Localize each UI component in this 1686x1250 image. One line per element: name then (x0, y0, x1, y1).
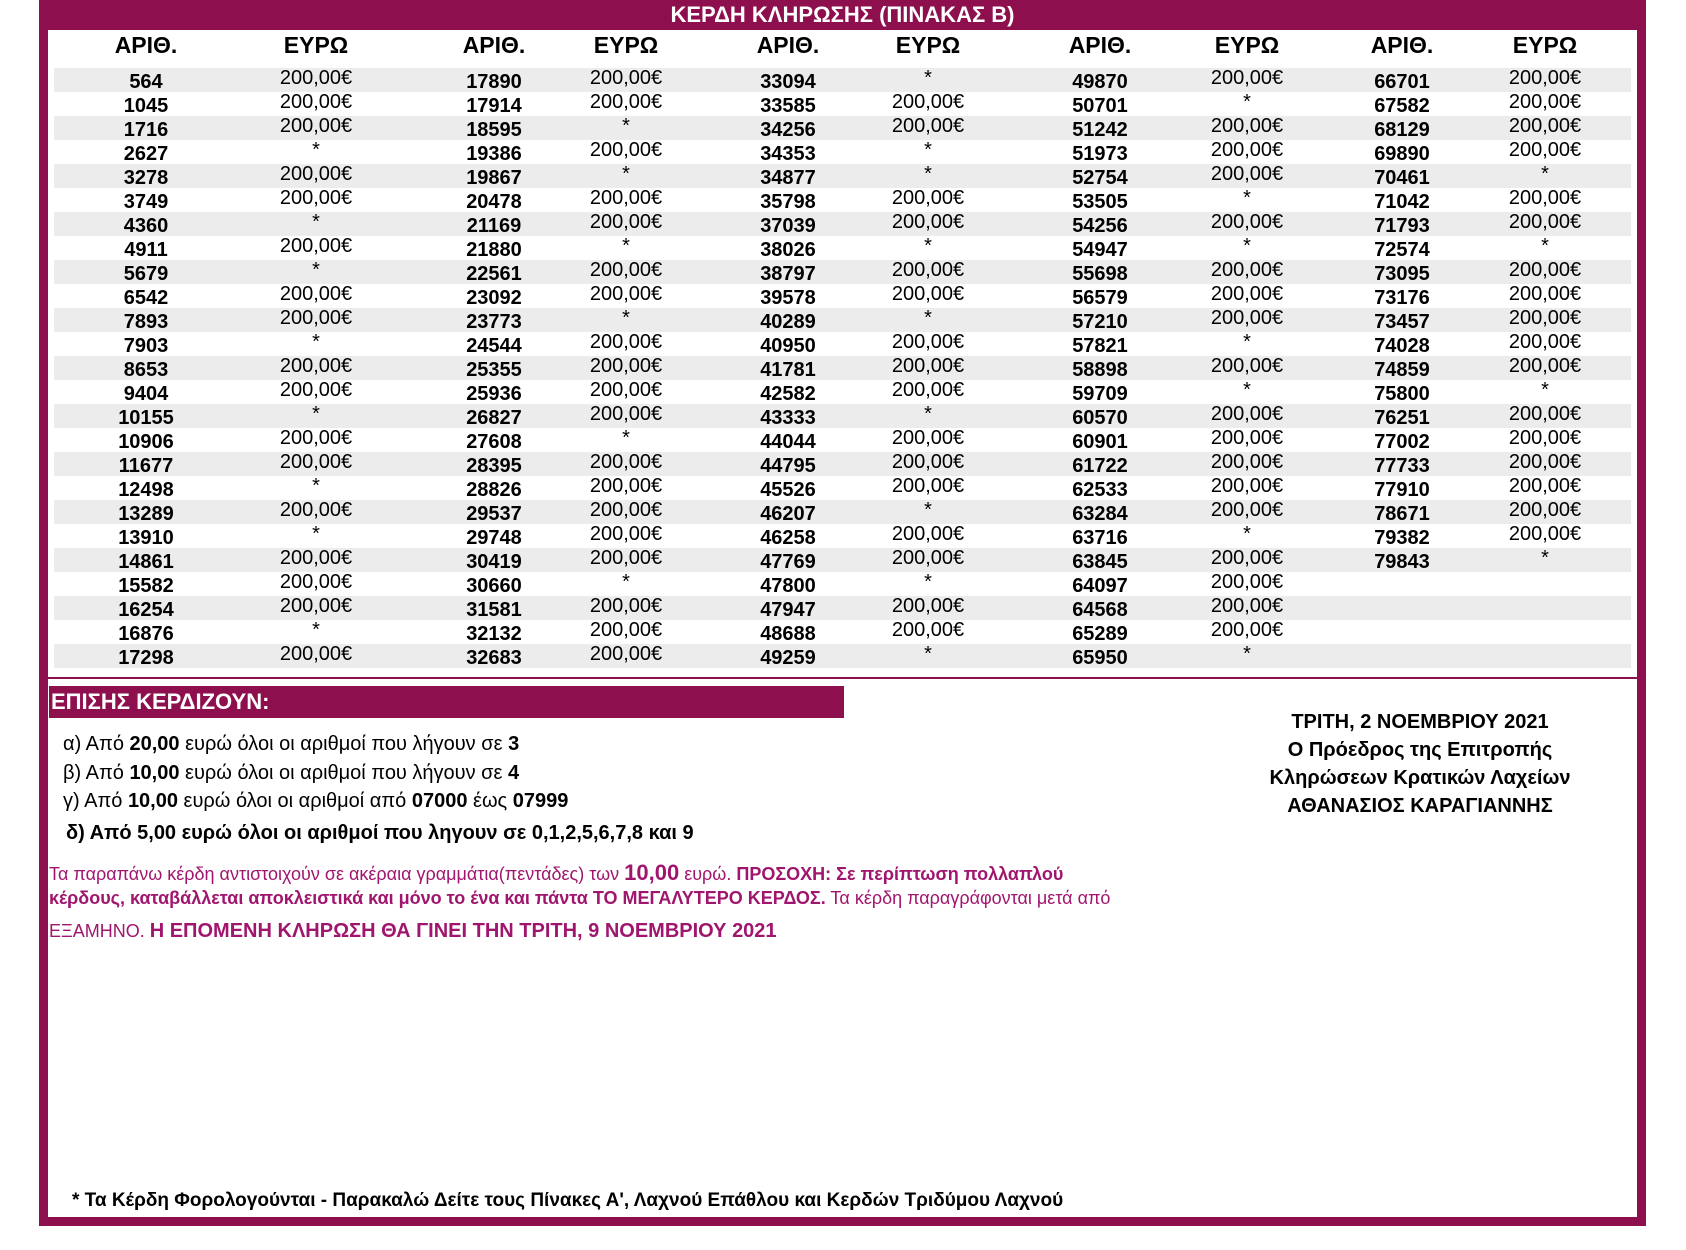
prize-amount: 200,00€ (891, 427, 965, 449)
prize-amount: * (924, 499, 932, 521)
prize-amount: 200,00€ (1210, 499, 1284, 521)
ticket-number: 15582 (118, 575, 174, 597)
ticket-number: 13289 (118, 503, 174, 525)
prize-amount: 200,00€ (589, 91, 663, 113)
ticket-number: 73176 (1374, 287, 1430, 309)
prize-amount: 200,00€ (1508, 427, 1582, 449)
ticket-number: 47769 (760, 551, 816, 573)
column-header-amount: ΕΥΡΩ (1512, 32, 1578, 58)
prize-amount: * (622, 115, 630, 137)
ticket-number: 44044 (760, 431, 816, 453)
prize-amount: * (312, 211, 320, 233)
ticket-number: 24544 (466, 335, 522, 357)
ticket-number: 4911 (124, 239, 168, 261)
ticket-number: 71042 (1374, 191, 1430, 213)
prize-amount: 200,00€ (1210, 403, 1284, 425)
prize-amount: * (924, 571, 932, 593)
prize-amount: 200,00€ (589, 67, 663, 89)
prize-amount: * (1541, 163, 1549, 185)
prize-amount: * (1243, 331, 1251, 353)
prize-amount: 200,00€ (589, 283, 663, 305)
ticket-number: 4360 (123, 215, 169, 237)
prize-amount: 200,00€ (1508, 211, 1582, 233)
prize-amount: 200,00€ (891, 595, 965, 617)
ticket-number: 70461 (1374, 167, 1430, 189)
column-header-number: ΑΡΙΘ. (462, 32, 526, 58)
column-header-amount: ΕΥΡΩ (593, 32, 659, 58)
ticket-number: 64097 (1072, 575, 1128, 597)
ticket-number: 50701 (1072, 95, 1128, 117)
prize-amount: 200,00€ (589, 499, 663, 521)
ticket-number: 71793 (1374, 215, 1430, 237)
ticket-number: 63845 (1072, 551, 1128, 573)
prize-amount: * (924, 235, 932, 257)
ticket-number: 62533 (1072, 479, 1128, 501)
prize-amount: 200,00€ (1508, 451, 1582, 473)
ticket-number: 77910 (1374, 479, 1430, 501)
ticket-number: 46207 (760, 503, 816, 525)
prize-amount: 200,00€ (589, 211, 663, 233)
ticket-number: 12498 (118, 479, 174, 501)
ticket-number: 51242 (1072, 119, 1128, 141)
prize-amount: * (924, 307, 932, 329)
ticket-number: 33585 (760, 95, 816, 117)
prize-amount: 200,00€ (589, 523, 663, 545)
prize-amount: * (924, 163, 932, 185)
prize-amount: * (1243, 523, 1251, 545)
prize-amount: 200,00€ (279, 235, 353, 257)
prize-amount: 200,00€ (279, 115, 353, 137)
prize-amount: 200,00€ (1210, 619, 1284, 641)
ticket-number: 44795 (760, 455, 816, 477)
ticket-number: 47800 (760, 575, 816, 597)
prize-amount: 200,00€ (1508, 91, 1582, 113)
prize-amount: 200,00€ (891, 91, 965, 113)
ticket-number: 52754 (1072, 167, 1128, 189)
ticket-number: 56579 (1072, 287, 1128, 309)
ticket-number: 29537 (466, 503, 522, 525)
prize-amount: * (1243, 379, 1251, 401)
ticket-number: 23092 (466, 287, 522, 309)
prize-amount: 200,00€ (1210, 475, 1284, 497)
ticket-number: 27608 (466, 431, 522, 453)
ticket-number: 73095 (1374, 263, 1430, 285)
prize-amount: 200,00€ (1508, 307, 1582, 329)
prize-amount: 200,00€ (1210, 283, 1284, 305)
note-line-1: Τα παραπάνω κέρδη αντιστοιχούν σε ακέραια γραμμάτια(πεντάδες) των 10,00 ευρώ. ΠΡΟΣΟΧΗ: Σε περίπτωση πολλαπλού (49, 860, 1064, 885)
ticket-number: 23773 (466, 311, 522, 333)
prize-amount: 200,00€ (1210, 451, 1284, 473)
ticket-number: 63284 (1072, 503, 1128, 525)
prize-amount: * (924, 403, 932, 425)
prize-amount: 200,00€ (279, 283, 353, 305)
prize-amount: 200,00€ (1210, 163, 1284, 185)
ticket-number: 54947 (1072, 239, 1128, 261)
rule-c: γ) Από 10,00 ευρώ όλοι οι αριθμοί από 07000 έως 07999 (63, 790, 569, 812)
ticket-number: 7893 (123, 311, 169, 333)
column-header-number: ΑΡΙΘ. (1370, 32, 1434, 58)
ticket-number: 564 (129, 71, 163, 93)
ticket-number: 17298 (118, 647, 174, 669)
ticket-number: 64568 (1072, 599, 1128, 621)
ticket-number: 79843 (1374, 551, 1430, 573)
ticket-number: 34877 (760, 167, 816, 189)
results-table (48, 30, 1637, 679)
signature-block (1240, 708, 1600, 820)
ticket-number: 65289 (1072, 623, 1128, 645)
prize-amount: * (622, 307, 630, 329)
prize-amount: * (312, 523, 320, 545)
ticket-number: 61722 (1072, 455, 1128, 477)
prize-amount: * (1541, 235, 1549, 257)
ticket-number: 10906 (118, 431, 174, 453)
prize-amount: * (1243, 91, 1251, 113)
note-line-2: κέρδους, καταβάλλεται αποκλειστικά και μόνο το ένα και πάντα ΤΟ ΜΕΓΑΛΥΤΕΡΟ ΚΕΡΔΟΣ. Τα κέρδη παραγράφονται μετά από (49, 888, 1111, 908)
prize-amount: * (1243, 235, 1251, 257)
prize-amount: * (1243, 187, 1251, 209)
prize-amount: * (622, 163, 630, 185)
prize-amount: 200,00€ (891, 475, 965, 497)
ticket-number: 3278 (123, 167, 169, 189)
ticket-number: 48688 (760, 623, 816, 645)
prize-amount: 200,00€ (891, 115, 965, 137)
prize-amount: 200,00€ (279, 427, 353, 449)
ticket-number: 54256 (1072, 215, 1128, 237)
ticket-number: 1716 (123, 119, 169, 141)
ticket-number: 38026 (760, 239, 816, 261)
ticket-number: 55698 (1072, 263, 1128, 285)
prize-amount: 200,00€ (589, 475, 663, 497)
ticket-number: 63716 (1072, 527, 1128, 549)
ticket-number: 7903 (123, 335, 169, 357)
prize-amount: 200,00€ (891, 331, 965, 353)
document-title: ΚΕΡΔΗ ΚΛΗΡΩΣΗΣ (ΠΙΝΑΚΑΣ Β) (48, 0, 1637, 30)
prize-amount: 200,00€ (1210, 355, 1284, 377)
ticket-number: 53505 (1072, 191, 1128, 213)
prize-amount: 200,00€ (279, 595, 353, 617)
prize-amount: 200,00€ (1508, 139, 1582, 161)
ticket-number: 5679 (123, 263, 169, 285)
prize-amount: 200,00€ (1508, 283, 1582, 305)
prize-amount: * (622, 235, 630, 257)
prize-amount: 200,00€ (589, 331, 663, 353)
prize-amount: 200,00€ (1210, 571, 1284, 593)
document-frame (39, 0, 1646, 1226)
prize-amount: 200,00€ (279, 307, 353, 329)
prize-amount: 200,00€ (1508, 355, 1582, 377)
ticket-number: 10155 (118, 407, 174, 429)
column-header-number: ΑΡΙΘ. (114, 32, 178, 58)
note-line-3: ΕΞΑΜΗΝΟ. Η ΕΠΟΜΕΝΗ ΚΛΗΡΩΣΗ ΘΑ ΓΙΝΕΙ ΤΗΝ ΤΡΙΤΗ, 9 ΝΟΕΜΒΡΙΟΥ 2021 (49, 920, 777, 942)
prize-amount: * (1541, 379, 1549, 401)
ticket-number: 3749 (123, 191, 169, 213)
ticket-number: 18595 (466, 119, 522, 141)
ticket-number: 19867 (466, 167, 522, 189)
prize-amount: 200,00€ (891, 619, 965, 641)
ticket-number: 25936 (466, 383, 522, 405)
ticket-number: 75800 (1374, 383, 1430, 405)
prize-amount: 200,00€ (1508, 403, 1582, 425)
ticket-number: 41781 (760, 359, 816, 381)
ticket-number: 30660 (466, 575, 522, 597)
prize-amount: 200,00€ (589, 547, 663, 569)
ticket-number: 78671 (1374, 503, 1430, 525)
prize-amount: 200,00€ (1210, 547, 1284, 569)
prize-amount: 200,00€ (279, 643, 353, 665)
signature-title: Ο Πρόεδρος της Επιτροπής (1287, 739, 1553, 761)
prize-amount: 200,00€ (891, 547, 965, 569)
ticket-number: 67582 (1374, 95, 1430, 117)
prize-amount: 200,00€ (589, 187, 663, 209)
ticket-number: 9404 (123, 383, 169, 405)
ticket-number: 6542 (123, 287, 169, 309)
ticket-number: 2627 (123, 143, 169, 165)
ticket-number: 66701 (1374, 71, 1430, 93)
prize-amount: * (1243, 643, 1251, 665)
ticket-number: 74859 (1374, 359, 1430, 381)
prize-amount: 200,00€ (279, 571, 353, 593)
prize-amount: 200,00€ (891, 451, 965, 473)
signature-name: ΑΘΑΝΑΣΙΟΣ ΚΑΡΑΓΙΑΝΝΗΣ (1287, 795, 1553, 817)
prize-amount: 200,00€ (279, 355, 353, 377)
prize-amount: 200,00€ (1508, 475, 1582, 497)
prize-amount: 200,00€ (1210, 211, 1284, 233)
prize-amount: 200,00€ (589, 139, 663, 161)
prize-amount: * (312, 475, 320, 497)
rule-a: α) Από 20,00 ευρώ όλοι οι αριθμοί που λήγουν σε 3 (63, 733, 520, 755)
column-header-amount: ΕΥΡΩ (895, 32, 961, 58)
ticket-number: 40950 (760, 335, 816, 357)
ticket-number: 69890 (1374, 143, 1430, 165)
ticket-number: 17890 (466, 71, 522, 93)
prize-amount: * (312, 619, 320, 641)
ticket-number: 74028 (1374, 335, 1430, 357)
column-header-amount: ΕΥΡΩ (283, 32, 349, 58)
footnote: * Τα Κέρδη Φορολογούνται - Παρακαλώ Δείτε τους Πίνακες Α', Λαχνού Επάθλου και Κερδών Τριδύμου Λαχνού (72, 1190, 1064, 1211)
ticket-number: 16254 (118, 599, 174, 621)
ticket-number: 1045 (123, 95, 169, 117)
ticket-number: 42582 (760, 383, 816, 405)
ticket-number: 77733 (1374, 455, 1430, 477)
prize-amount: 200,00€ (1210, 67, 1284, 89)
rule-b: β) Από 10,00 ευρώ όλοι οι αριθμοί που λήγουν σε 4 (63, 762, 520, 784)
rule-d: δ) Από 5,00 ευρώ όλοι οι αριθμοί που ληγουν σε 0,1,2,5,6,7,8 και 9 (66, 822, 694, 844)
ticket-number: 17914 (466, 95, 522, 117)
prize-amount: 200,00€ (891, 211, 965, 233)
ticket-number: 34353 (760, 143, 816, 165)
prize-amount: 200,00€ (1508, 115, 1582, 137)
ticket-number: 30419 (466, 551, 522, 573)
column-header-number: ΑΡΙΘ. (1068, 32, 1132, 58)
prize-amount: 200,00€ (1210, 595, 1284, 617)
prize-amount: 200,00€ (1508, 187, 1582, 209)
ticket-number: 19386 (466, 143, 522, 165)
ticket-number: 25355 (466, 359, 522, 381)
ticket-number: 21880 (466, 239, 522, 261)
prize-amount: 200,00€ (1210, 259, 1284, 281)
prize-amount: 200,00€ (279, 91, 353, 113)
prize-amount: 200,00€ (891, 259, 965, 281)
ticket-number: 37039 (760, 215, 816, 237)
prize-amount: * (312, 259, 320, 281)
prize-amount: 200,00€ (891, 283, 965, 305)
ticket-number: 33094 (760, 71, 816, 93)
prize-amount: * (924, 67, 932, 89)
ticket-number: 79382 (1374, 527, 1430, 549)
prize-amount: 200,00€ (589, 403, 663, 425)
prize-amount: * (924, 643, 932, 665)
ticket-number: 59709 (1072, 383, 1128, 405)
ticket-number: 34256 (760, 119, 816, 141)
ticket-number: 20478 (466, 191, 522, 213)
signature-committee: Κληρώσεων Κρατικών Λαχείων (1269, 767, 1571, 789)
ticket-number: 16876 (118, 623, 174, 645)
prize-amount: 200,00€ (1508, 259, 1582, 281)
ticket-number: 39578 (760, 287, 816, 309)
prize-amount: 200,00€ (279, 547, 353, 569)
ticket-number: 77002 (1374, 431, 1430, 453)
ticket-number: 73457 (1374, 311, 1430, 333)
signature-date: ΤΡΙΤΗ, 2 ΝΟΕΜΒΡΙΟΥ 2021 (1291, 711, 1549, 733)
ticket-number: 14861 (118, 551, 174, 573)
ticket-number: 43333 (760, 407, 816, 429)
prize-amount: 200,00€ (1508, 499, 1582, 521)
prize-amount: 200,00€ (1210, 139, 1284, 161)
prize-amount: * (312, 403, 320, 425)
ticket-number: 68129 (1374, 119, 1430, 141)
prize-amount: 200,00€ (891, 187, 965, 209)
ticket-number: 22561 (466, 263, 522, 285)
prize-amount: 200,00€ (279, 379, 353, 401)
prize-amount: 200,00€ (891, 355, 965, 377)
prize-amount: * (312, 331, 320, 353)
ticket-number: 60901 (1072, 431, 1128, 453)
prize-amount: * (1541, 547, 1549, 569)
ticket-number: 57210 (1072, 311, 1128, 333)
prize-amount: 200,00€ (279, 163, 353, 185)
prize-amount: 200,00€ (589, 619, 663, 641)
column-header-amount: ΕΥΡΩ (1214, 32, 1280, 58)
prize-amount: 200,00€ (1508, 523, 1582, 545)
ticket-number: 65950 (1072, 647, 1128, 669)
prize-amount: 200,00€ (279, 187, 353, 209)
ticket-number: 72574 (1374, 239, 1430, 261)
prize-amount: 200,00€ (891, 523, 965, 545)
ticket-number: 32132 (466, 623, 522, 645)
ticket-number: 35798 (760, 191, 816, 213)
prize-amount: 200,00€ (1508, 67, 1582, 89)
prize-amount: 200,00€ (589, 259, 663, 281)
prize-amount: * (924, 139, 932, 161)
ticket-number: 60570 (1072, 407, 1128, 429)
ticket-number: 40289 (760, 311, 816, 333)
ticket-number: 31581 (466, 599, 522, 621)
ticket-number: 58898 (1072, 359, 1128, 381)
column-header-number: ΑΡΙΘ. (756, 32, 820, 58)
prize-amount: 200,00€ (589, 451, 663, 473)
ticket-number: 28395 (466, 455, 522, 477)
prize-amount: 200,00€ (279, 451, 353, 473)
ticket-number: 49259 (760, 647, 816, 669)
prize-amount: 200,00€ (589, 355, 663, 377)
prize-amount: 200,00€ (589, 595, 663, 617)
ticket-number: 57821 (1072, 335, 1128, 357)
prize-amount: 200,00€ (1210, 427, 1284, 449)
prize-amount: * (622, 571, 630, 593)
prize-amount: * (312, 139, 320, 161)
ticket-number: 28826 (466, 479, 522, 501)
prize-amount: 200,00€ (891, 379, 965, 401)
ticket-number: 46258 (760, 527, 816, 549)
ticket-number: 11677 (118, 455, 174, 477)
prize-amount: * (622, 427, 630, 449)
prize-amount: 200,00€ (589, 379, 663, 401)
prize-amount: 200,00€ (1508, 331, 1582, 353)
prize-amount: 200,00€ (1210, 307, 1284, 329)
ticket-number: 51973 (1072, 143, 1128, 165)
ticket-number: 21169 (466, 215, 522, 237)
ticket-number: 26827 (466, 407, 522, 429)
ticket-number: 45526 (760, 479, 816, 501)
prize-amount: 200,00€ (279, 67, 353, 89)
also-win-heading: ΕΠΙΣΗΣ ΚΕΡΔΙΖΟΥΝ: (49, 686, 844, 718)
ticket-number: 8653 (123, 359, 169, 381)
prize-amount: 200,00€ (589, 643, 663, 665)
ticket-number: 47947 (760, 599, 816, 621)
ticket-number: 49870 (1072, 71, 1128, 93)
prize-amount: 200,00€ (1210, 115, 1284, 137)
ticket-number: 38797 (760, 263, 816, 285)
ticket-number: 13910 (118, 527, 174, 549)
ticket-number: 76251 (1374, 407, 1430, 429)
ticket-number: 29748 (466, 527, 522, 549)
ticket-number: 32683 (466, 647, 522, 669)
prize-amount: 200,00€ (279, 499, 353, 521)
